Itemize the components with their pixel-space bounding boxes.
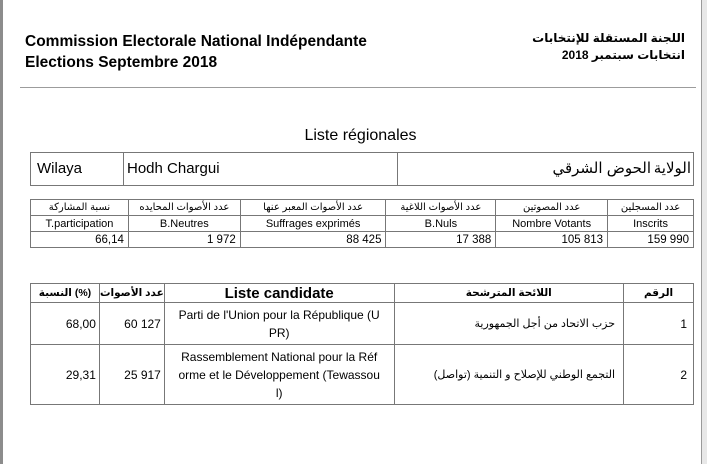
header-list-fr: Liste candidate — [164, 284, 394, 303]
stats-header-ar: عدد المسجلين — [608, 200, 694, 216]
row-party-name-fr — [164, 303, 394, 345]
stats-header-ar: عدد المصوتين — [496, 200, 608, 216]
stat-nuls-value: 17 388 — [386, 232, 496, 248]
table-row — [31, 345, 694, 405]
wilaya-label-ar: الولاية — [653, 160, 691, 177]
stats-header-fr: Inscrits — [608, 216, 694, 232]
candidates-header-row — [31, 284, 694, 303]
row-number: 2 — [624, 345, 694, 405]
stats-header-ar-row — [31, 200, 694, 216]
row-number: 1 — [624, 303, 694, 345]
stat-participation-value: 66,14 — [31, 232, 129, 248]
stats-header-ar: عدد الأصوات المحايده — [128, 200, 240, 216]
stats-header-ar: نسبة المشاركة — [31, 200, 129, 216]
party-name-line: l) — [275, 385, 283, 400]
header-divider — [20, 87, 696, 88]
row-party-name-ar: التجمع الوطني للإصلاح و التنمية (تواصل) — [394, 345, 624, 405]
election-title-ar: انتخابات سبتمبر 2018 — [561, 48, 685, 62]
wilaya-divider — [397, 153, 398, 185]
header-number: الرقم — [624, 284, 694, 303]
wilaya-label: Wilaya — [37, 153, 124, 185]
table-row — [31, 303, 694, 345]
commission-title: Commission Electorale National Indépendante — [25, 33, 367, 50]
wilaya-box — [30, 152, 694, 186]
stat-inscrits-value: 159 990 — [608, 232, 694, 248]
candidates-table — [30, 283, 694, 405]
stats-values-row — [31, 232, 694, 248]
stat-exprimes-value: 88 425 — [240, 232, 386, 248]
stats-header-fr: B.Neutres — [128, 216, 240, 232]
stat-votants-value: 105 813 — [496, 232, 608, 248]
commission-title-ar: اللجنة المستقلة للإنتخابات — [532, 31, 685, 45]
party-name-line: Parti de l'Union pour la République (U — [178, 307, 380, 322]
party-name-line: PR) — [268, 325, 290, 340]
window-scrollbar[interactable] — [701, 0, 707, 464]
header-percent: (%) النسبة — [31, 284, 100, 303]
stats-header-fr: T.participation — [31, 216, 129, 232]
wilaya-value-ar: الحوض الشرقي — [552, 160, 651, 177]
stats-header-fr: Suffrages exprimés — [240, 216, 386, 232]
party-name-line: Rassemblement National pour la Réf — [181, 349, 378, 364]
header-arabic — [532, 30, 685, 64]
row-party-name-ar: حزب الاتحاد من أجل الجمهورية — [394, 303, 624, 345]
stats-header-ar: عدد الأصوات المعبر عنها — [240, 200, 386, 216]
stats-header-fr-row — [31, 216, 694, 232]
page-subtitle: Liste régionales — [304, 127, 417, 144]
row-votes: 60 127 — [99, 303, 164, 345]
stat-neutres-value: 1 972 — [128, 232, 240, 248]
header-list-ar: اللائحة المترشحة — [394, 284, 624, 303]
row-percent: 29,31 — [31, 345, 100, 405]
header-votes: عدد الأصوات — [99, 284, 164, 303]
wilaya-value: Hodh Chargui — [127, 160, 220, 177]
row-party-name-fr — [164, 345, 394, 405]
stats-table — [30, 199, 694, 248]
stats-header-ar: عدد الأصوات اللاغية — [386, 200, 496, 216]
header-french — [25, 31, 367, 73]
stats-header-fr: B.Nuls — [386, 216, 496, 232]
row-percent: 68,00 — [31, 303, 100, 345]
stats-header-fr: Nombre Votants — [496, 216, 608, 232]
window-left-edge — [0, 0, 3, 464]
election-title: Elections Septembre 2018 — [25, 54, 218, 71]
row-votes: 25 917 — [99, 345, 164, 405]
party-name-line: orme et le Développement (Tewassou — [178, 367, 380, 382]
